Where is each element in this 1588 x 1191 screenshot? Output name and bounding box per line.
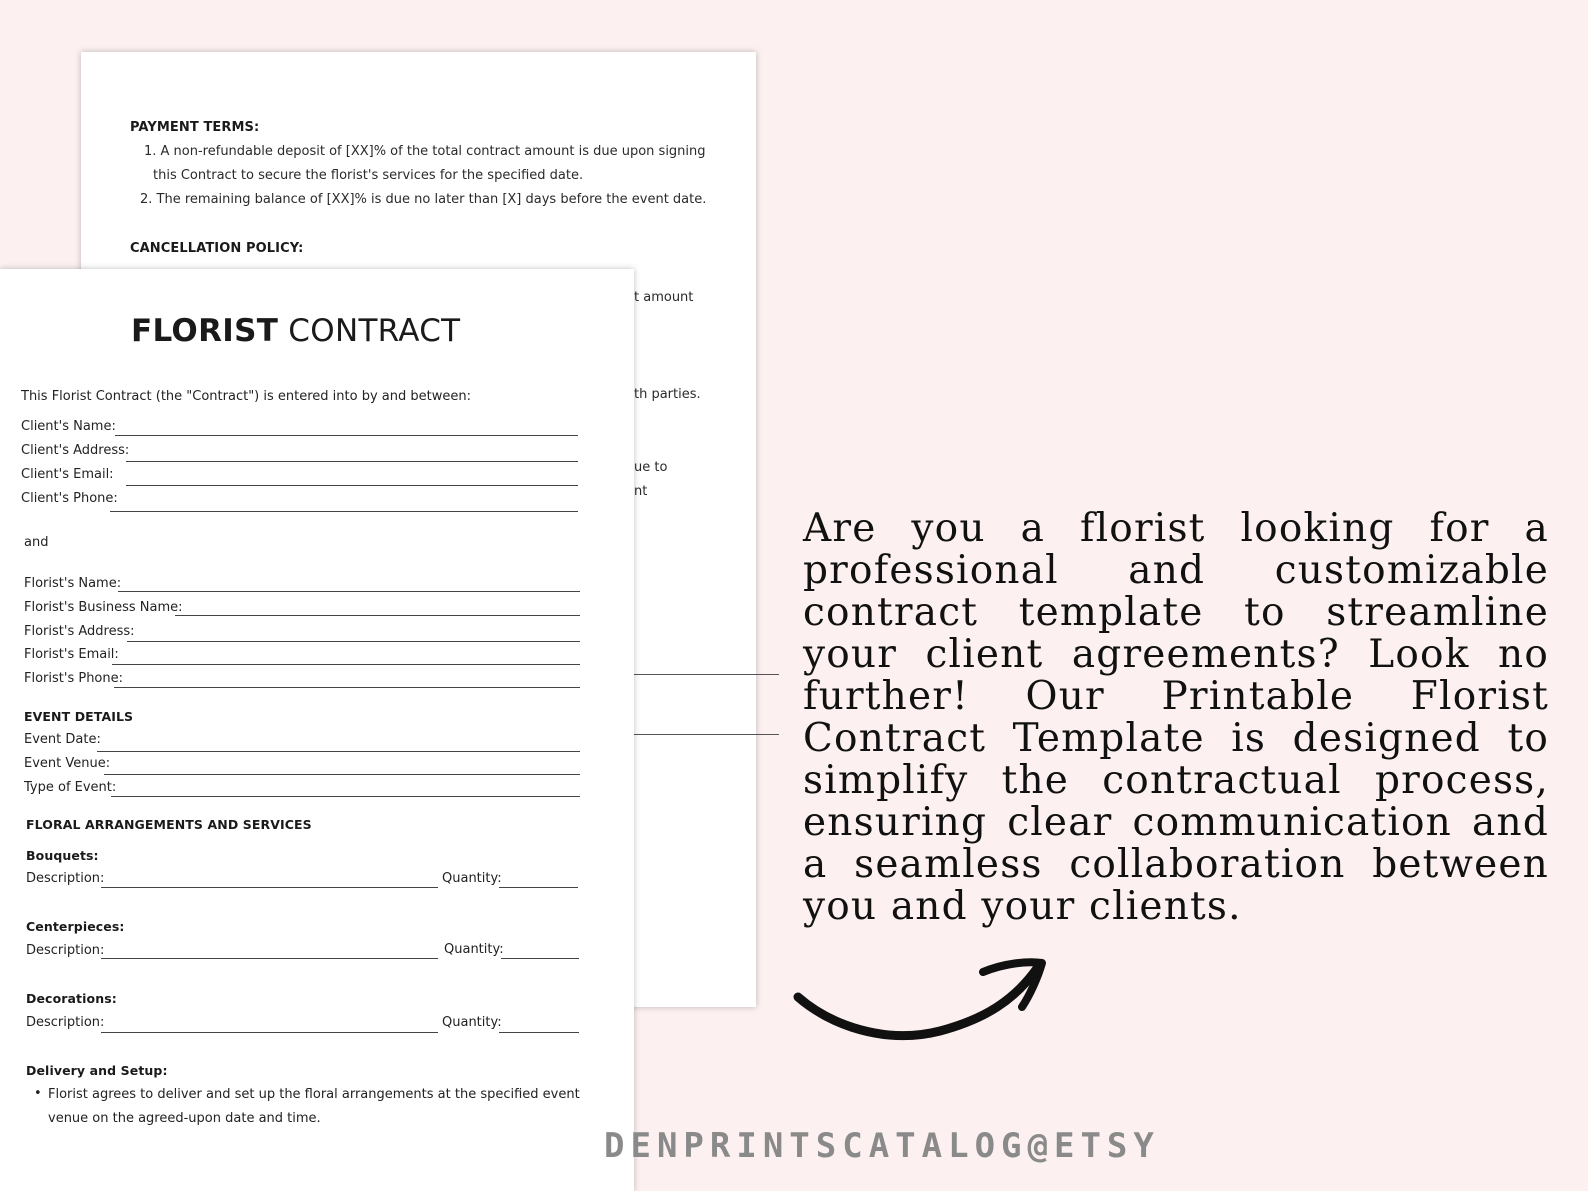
curved-arrow-icon (790, 955, 1055, 1050)
decorations-heading: Decorations: (26, 991, 117, 1006)
client-name-field[interactable] (115, 435, 578, 436)
florist-name-field[interactable] (118, 591, 580, 592)
bullet-dot-icon: • (34, 1086, 42, 1101)
payment-term-1a: 1. A non-refundable deposit of [XX]% of the total contract amount is due upon signing (144, 144, 706, 159)
cancellation-heading: CANCELLATION POLICY: (130, 241, 304, 256)
bouquets-quantity-label: Quantity: (442, 871, 502, 886)
event-date-label: Event Date: (24, 732, 101, 747)
payment-term-1b: this Contract to secure the florist's services for the specified date. (153, 168, 584, 183)
delivery-line-2: venue on the agreed-upon date and time. (48, 1111, 321, 1126)
title-bold: FLORIST (131, 313, 279, 349)
event-date-field[interactable] (97, 751, 580, 752)
client-email-field[interactable] (126, 485, 578, 486)
florist-business-field[interactable] (175, 615, 580, 616)
fragment-1: t amount (634, 290, 694, 305)
fragment-3: ue to (634, 460, 668, 475)
event-venue-field[interactable] (104, 774, 580, 775)
decorations-quantity-label: Quantity: (442, 1015, 502, 1030)
client-name-label: Client's Name: (21, 419, 116, 434)
decorations-description-label: Description: (26, 1015, 105, 1030)
florist-phone-label: Florist's Phone: (24, 671, 123, 686)
payment-term-2: 2. The remaining balance of [XX]% is due no later than [X] days before the event date. (140, 192, 707, 207)
florist-name-label: Florist's Name: (24, 576, 122, 591)
event-details-heading: EVENT DETAILS (24, 709, 134, 724)
client-address-field[interactable] (126, 461, 578, 462)
front-page (0, 269, 634, 1191)
centerpieces-description-field[interactable] (101, 958, 438, 959)
floral-heading: FLORAL ARRANGEMENTS AND SERVICES (26, 817, 312, 832)
event-type-field[interactable] (111, 796, 580, 797)
bouquets-heading: Bouquets: (26, 848, 99, 863)
fragment-2: th parties. (634, 387, 701, 402)
decorations-description-field[interactable] (101, 1032, 438, 1033)
event-venue-label: Event Venue: (24, 756, 111, 771)
bouquets-description-field[interactable] (101, 887, 438, 888)
signature-line (634, 734, 779, 735)
intro-text: This Florist Contract (the "Contract") is entered into by and between: (21, 389, 471, 404)
page-title (131, 313, 460, 349)
bouquets-quantity-field[interactable] (499, 887, 578, 888)
and-text: and (24, 535, 49, 550)
florist-email-label: Florist's Email: (24, 647, 119, 662)
client-address-label: Client's Address: (21, 443, 130, 458)
delivery-line-1: Florist agrees to deliver and set up the floral arrangements at the specified event (48, 1087, 580, 1102)
decorations-quantity-field[interactable] (499, 1032, 579, 1033)
bouquets-description-label: Description: (26, 871, 105, 886)
florist-address-label: Florist's Address: (24, 624, 135, 639)
centerpieces-description-label: Description: (26, 943, 105, 958)
florist-business-label: Florist's Business Name: (24, 600, 183, 615)
shop-watermark: DENPRINTSCATALOG@ETSY (604, 1126, 1160, 1166)
centerpieces-heading: Centerpieces: (26, 919, 125, 934)
florist-email-field[interactable] (112, 664, 580, 665)
centerpieces-quantity-field[interactable] (501, 958, 579, 959)
client-phone-label: Client's Phone: (21, 491, 118, 506)
florist-address-field[interactable] (127, 641, 580, 642)
payment-terms-heading: PAYMENT TERMS: (130, 120, 260, 135)
fragment-4: nt (634, 484, 648, 499)
florist-phone-field[interactable] (114, 687, 580, 688)
client-email-label: Client's Email: (21, 467, 114, 482)
event-type-label: Type of Event: (24, 780, 117, 795)
delivery-heading: Delivery and Setup: (26, 1063, 168, 1078)
title-rest: CONTRACT (278, 313, 461, 349)
centerpieces-quantity-label: Quantity: (444, 942, 504, 957)
signature-line (634, 674, 779, 675)
promo-text: Are you a florist looking for a professional and customizable contract template to streamline your client agreements? Look no further! Our Printable Florist Contract Template is designed to simplify the contractual process, ensuring clear communication and a seamless collaboration between you and your clients. (803, 506, 1549, 929)
client-phone-field[interactable] (110, 511, 578, 512)
